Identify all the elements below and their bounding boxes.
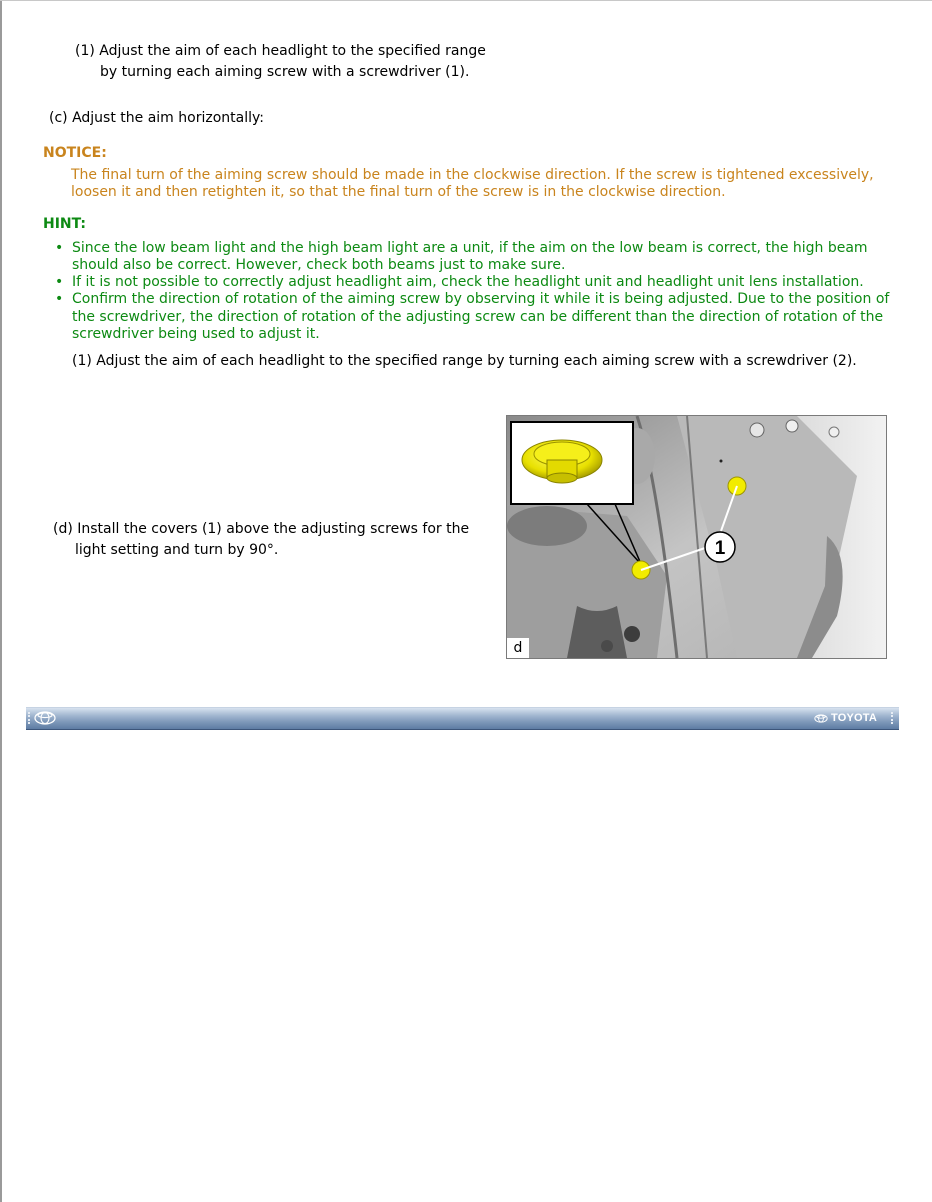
step-b1-line1: (1) Adjust the aim of each headlight to the specified range — [75, 43, 486, 59]
toyota-emblem-icon — [813, 713, 829, 724]
bullet-icon: • — [55, 291, 64, 307]
hint-item-3-line2: the screwdriver, the direction of rotation of the adjusting screw can be different than the direction of rotation of the — [72, 309, 884, 325]
bullet-icon: • — [55, 274, 64, 290]
step-c-heading: (c) Adjust the aim horizontally: — [49, 110, 264, 126]
hint-item-1-line1: Since the low beam light and the high beam light are a unit, if the aim on the low beam is correct, the high beam — [72, 240, 868, 256]
page-left-border — [0, 0, 2, 1202]
figure-corner-letter: d — [507, 638, 529, 658]
step-d-line2: light setting and turn by 90°. — [75, 542, 279, 558]
footer-brand-logo — [813, 711, 877, 725]
notice-text-line2: loosen it and then retighten it, so that the final turn of the screw is in the clockwise direction. — [71, 184, 726, 200]
step-d-line1: (d) Install the covers (1) above the adjusting screws for the — [53, 521, 470, 537]
notice-text-line1: The final turn of the aiming screw should be made in the clockwise direction. If the screw is tightened excessively, — [71, 167, 874, 183]
callout-number: 1 — [714, 538, 726, 559]
hint-item-3-line1: Confirm the direction of rotation of the aiming screw by observing it while it is being adjusted. Due to the position of — [72, 291, 890, 307]
hint-item-1-line2: should also be correct. However, check both beams just to make sure. — [72, 257, 566, 273]
hint-item-2-line1: If it is not possible to correctly adjust headlight aim, check the headlight unit and headlight unit lens installation. — [72, 274, 864, 290]
footer-brand-name: TOYOTA — [830, 712, 877, 724]
headlight-photo-graphic — [507, 416, 886, 658]
bullet-icon: • — [55, 240, 64, 256]
hint-item-3-line3: screwdriver being used to adjust it. — [72, 326, 320, 342]
toyota-emblem-icon — [32, 711, 58, 725]
notice-label: NOTICE: — [43, 145, 107, 161]
step-c1: (1) Adjust the aim of each headlight to the specified range by turning each aiming screw with a screwdriver (2). — [72, 353, 857, 369]
headlight-cover-illustration — [506, 415, 887, 659]
page-top-border — [0, 0, 932, 1]
hint-label: HINT: — [43, 216, 87, 232]
step-b1-line2: by turning each aiming screw with a screwdriver (1). — [100, 64, 470, 80]
footer-bar — [26, 707, 899, 730]
footer-grip-right — [891, 712, 895, 724]
